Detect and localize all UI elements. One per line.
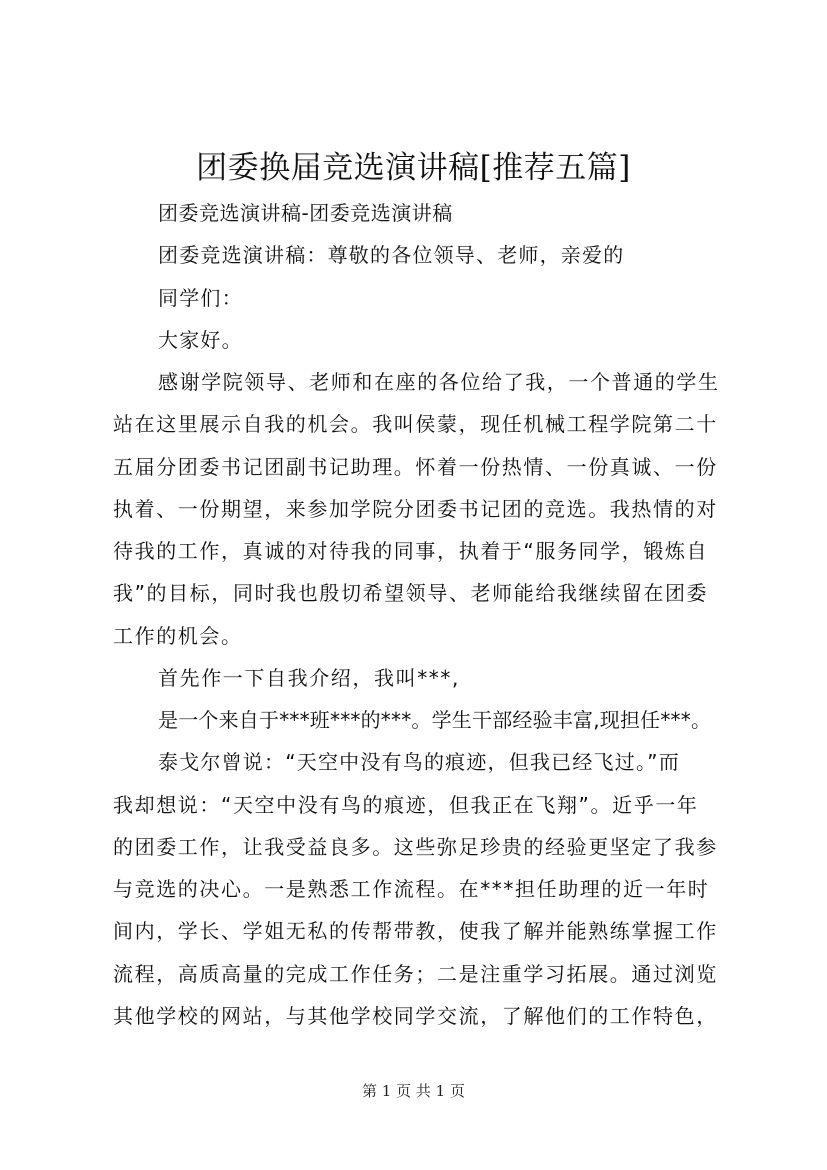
body-line: 待我的工作，真诚的对待我的同事，执着于“服务同学，锻炼自	[113, 539, 709, 563]
body-line: 首先作一下自我介绍，我叫***,	[158, 666, 460, 690]
body-line: 感谢学院领导、老师和在座的各位给了我，一个普通的学生	[158, 370, 720, 394]
body-line: 与竞选的决心。一是熟悉工作流程。在***担任助理的近一年时	[113, 877, 710, 901]
body-line: 团委竞选演讲稿：尊敬的各位领导、老师，亲爱的	[158, 243, 625, 267]
body-line: 五届分团委书记团副书记助理。怀着一份热情、一份真诚、一份	[113, 455, 718, 479]
page-footer: 第 1 页 共 1 页	[362, 1082, 465, 1100]
body-line: 团委竞选演讲稿-团委竞选演讲稿	[158, 201, 453, 225]
body-line: 的团委工作，让我受益良多。这些弥足珍贵的经验更坚定了我参	[113, 835, 718, 859]
body-line: 我”的目标，同时我也殷切希望领导、老师能给我继续留在团委	[113, 581, 709, 605]
body-line: 同学们：	[158, 286, 243, 310]
body-line: 其他学校的网站，与其他学校同学交流，了解他们的工作特色，	[113, 1004, 718, 1028]
body-line: 是一个来自于***班***的***。学生干部经验丰富,现担任***。	[158, 708, 712, 732]
body-line: 工作的机会。	[113, 624, 243, 648]
body-line: 大家好。	[158, 328, 243, 352]
body-line: 泰戈尔曾说：“天空中没有鸟的痕迹，但我已经飞过。”而	[158, 750, 680, 774]
body-line: 流程，高质高量的完成工作任务；二是注重学习拓展。通过浏览	[113, 962, 718, 986]
body-line: 站在这里展示自我的机会。我叫侯蒙，现任机械工程学院第二十	[113, 412, 718, 436]
document-title: 团委换届竞选演讲稿[推荐五篇]	[196, 150, 631, 186]
body-line: 执着、一份期望，来参加学院分团委书记团的竞选。我热情的对	[113, 497, 718, 521]
body-line: 我却想说：“天空中没有鸟的痕迹，但我正在飞翔”。近乎一年	[113, 793, 699, 817]
body-line: 间内，学长、学姐无私的传帮带教，使我了解并能熟练掌握工作	[113, 919, 718, 943]
